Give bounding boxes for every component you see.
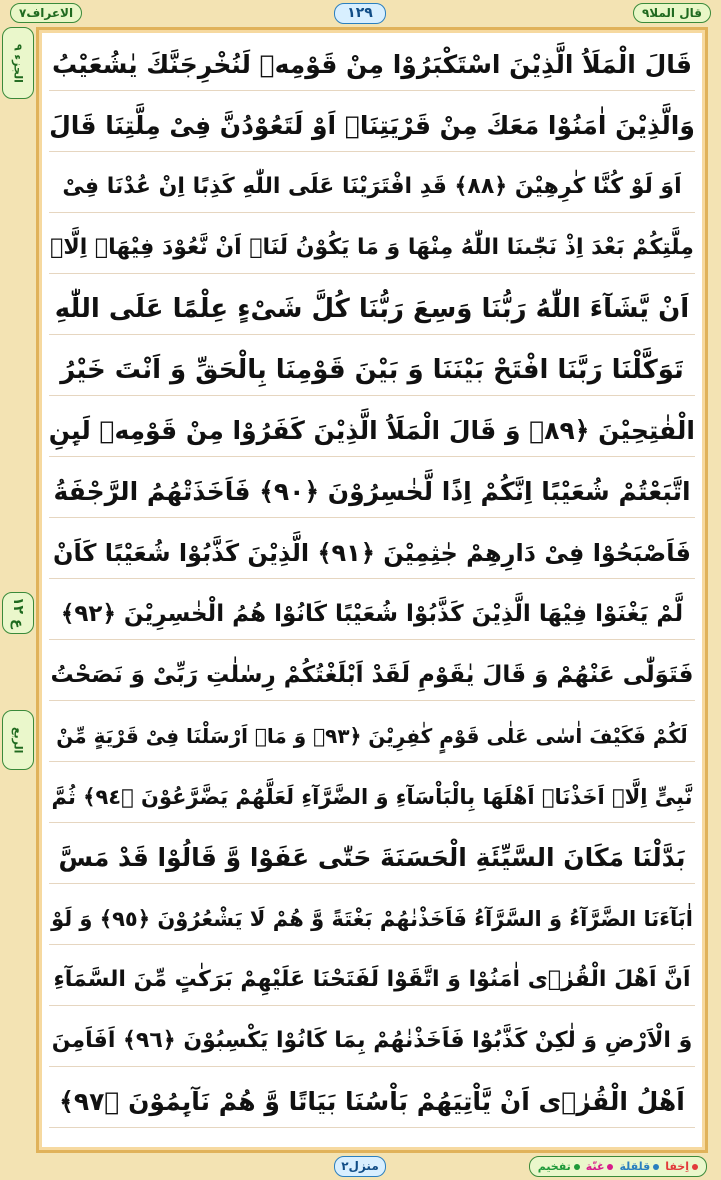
legend-item-ikhfa	[665, 1160, 698, 1173]
legend-label: تفخیم	[537, 1160, 571, 1173]
verse-line-8: اتَّبَعْتُمْ شُعَیْبًا اِنَّكُمْ اِذًا لَّخٰسِرُوْنَ ﴿٩٠﴾ فَاَخَذَتْهُمُ الرَّجْفَةُ	[49, 467, 695, 518]
verse-line-5: اَنْ یَّشَآءَ اللّٰهُ رَبُّنَا وَسِعَ رَبُّنَا كُلَّ شَیْءٍ عِلْمًا عَلَى اللّٰهِ	[49, 284, 695, 335]
verse-line-2: وَالَّذِیْنَ اٰمَنُوْا مَعَكَ مِنْ قَرْیَتِنَاۤ اَوْ لَتَعُوْدُنَّ فِیْ مِلَّتِنَا قَالَ	[49, 101, 695, 152]
legend-label: اِخفا	[665, 1160, 689, 1173]
tafkheem-color-dot	[574, 1164, 580, 1170]
verse-line-15: اٰبَآءَنَا الضَّرَّآءُ وَ السَّرَّآءُ فَاَخَذْنٰهُمْ بَغْتَةً وَّ هُمْ لَا یَشْعُرُوْنَ ﴿٩٥﴾ وَ لَوْ	[49, 894, 695, 945]
verse-line-6: تَوَكَّلْنَا رَبَّنَا افْتَحْ بَیْنَنَا وَ بَیْنَ قَوْمِنَا بِالْحَقِّ وَ اَنْتَ خَیْرُ	[49, 345, 695, 396]
ruku-margin-label: ع ١٢	[2, 592, 34, 634]
verse-line-3: اَوَ لَوْ كُنَّا كٰرِهِیْنَ ﴿٨٨﴾ قَدِ افْتَرَیْنَا عَلَى اللّٰهِ كَذِبًا اِنْ عُدْنَا فِیْ	[49, 162, 695, 213]
verse-line-11: فَتَوَلّٰى عَنْهُمْ وَ قَالَ یٰقَوْمِ لَقَدْ اَبْلَغْتُكُمْ رِسٰلٰتِ رَبِّیْ وَ نَصَحْتُ	[49, 650, 695, 701]
text-frame	[36, 27, 708, 1153]
juz-name-tag: قال الملا٩	[633, 3, 711, 23]
verse-line-12: لَكُمْ فَكَیْفَ اٰسٰى عَلٰى قَوْمٍ كٰفِرِیْنَ ﴿٩٣﴾ وَ مَاۤ اَرْسَلْنَا فِیْ قَرْیَةٍ مِّنْ	[49, 711, 695, 762]
rubu-margin-label: الربع	[2, 710, 34, 770]
verse-line-16: اَنَّ اَهْلَ الْقُرٰۤى اٰمَنُوْا وَ اتَّقَوْا لَفَتَحْنَا عَلَیْهِمْ بَرَكٰتٍ مِّنَ السَّمَآءِ	[49, 955, 695, 1006]
verse-line-18: اَهْلُ الْقُرٰۤى اَنْ یَّاْتِیَهُمْ بَاْسُنَا بَیَاتًا وَّ هُمْ نَآىِٕمُوْنَ ﴿٩٧﴾	[49, 1077, 695, 1128]
verse-line-17: وَ الْاَرْضِ وَ لٰكِنْ كَذَّبُوْا فَاَخَذْنٰهُمْ بِمَا كَانُوْا یَكْسِبُوْنَ ﴿٩٦﴾ اَفَاَمِنَ	[49, 1016, 695, 1067]
page-header	[0, 0, 721, 26]
legend-label: غنّة	[585, 1160, 605, 1173]
verse-line-10: لَّمْ یَغْنَوْا فِیْهَا الَّذِیْنَ كَذَّبُوْا شُعَیْبًا كَانُوْا هُمُ الْخٰسِرِیْنَ ﴿٩٢﴾	[49, 589, 695, 640]
manzil-label: منزل٢	[334, 1156, 386, 1177]
legend-label: قلقلة	[619, 1160, 651, 1173]
verse-line-13: نَّبِیٍّ اِلَّاۤ اَخَذْنَاۤ اَهْلَهَا بِالْبَاْسَآءِ وَ الضَّرَّآءِ لَعَلَّهُمْ یَضَّرَّعُوْنَ ﴿٩٤﴾ ثُمَّ	[49, 772, 695, 823]
verse-line-9: فَاَصْبَحُوْا فِیْ دَارِهِمْ جٰثِمِیْنَ ﴿٩١﴾ الَّذِیْنَ كَذَّبُوْا شُعَیْبًا كَاَنْ	[49, 528, 695, 579]
qalqala-color-dot	[653, 1164, 659, 1170]
legend-item-tafkheem	[538, 1160, 580, 1173]
legend-item-qalqala	[619, 1160, 659, 1173]
page-number: ١٢٩	[334, 3, 386, 24]
verse-line-7: الْفٰتِحِیْنَ ﴿٨٩﴾ وَ قَالَ الْمَلَاُ الَّذِیْنَ كَفَرُوْا مِنْ قَوْمِهٖ لَىِٕنِ	[49, 406, 695, 457]
legend-item-ghunna	[586, 1160, 614, 1173]
tajweed-legend	[529, 1156, 707, 1177]
ikhfa-color-dot	[692, 1164, 698, 1170]
verse-line-14: بَدَّلْنَا مَكَانَ السَّیِّئَةِ الْحَسَنَةَ حَتّٰى عَفَوْا وَّ قَالُوْا قَدْ مَسَّ	[49, 833, 695, 884]
surah-name-tag: الاعراف٧	[10, 3, 82, 23]
verse-lines	[49, 40, 695, 1142]
juz-margin-label: الجزء ٩	[2, 27, 34, 99]
ghunna-color-dot	[607, 1164, 613, 1170]
verse-line-4: مِلَّتِكُمْ بَعْدَ اِذْ نَجّٰىنَا اللّٰهُ مِنْهَا وَ مَا یَكُوْنُ لَنَاۤ اَنْ نَّعُوْدَ فِیْهَاۤ اِلَّاۤ	[49, 223, 695, 274]
verse-line-1: قَالَ الْمَلَاُ الَّذِیْنَ اسْتَكْبَرُوْا مِنْ قَوْمِهٖ لَنُخْرِجَنَّكَ یٰشُعَیْبُ	[49, 40, 695, 91]
